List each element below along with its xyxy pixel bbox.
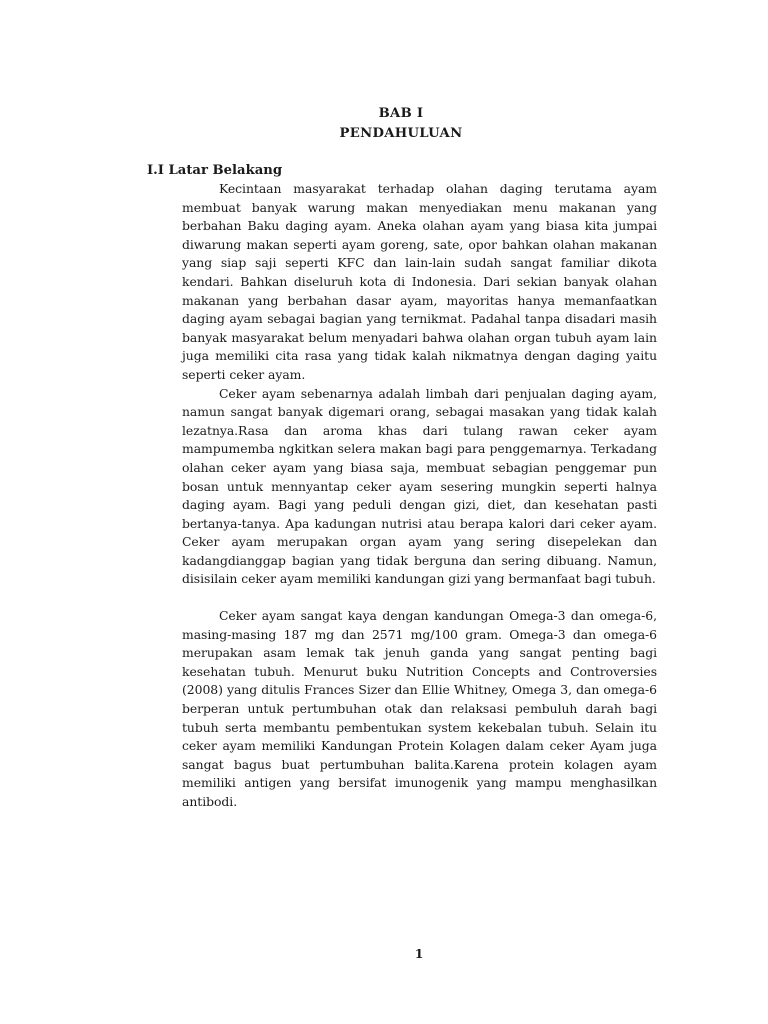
chapter-heading — [17, 104, 768, 143]
paragraph: Kecintaan masyarakat terhadap olahan daging terutama ayam membuat banyak warung makan menyediakan menu makanan yang berbahan Baku daging ayam. Aneka olahan ayam yang biasa kita jumpai diwarung makan seperti ayam goreng, sate, opor bahkan olahan makanan yang siap saji seperti KFC dan lain-lain sudah sangat familiar dikota kendari. Bahkan diseluruh kota di Indonesia. Dari sekian banyak olahan makanan yang berbahan dasar ayam, mayoritas hanya memanfaatkan daging ayam sebagai bagian yang ternikmat. Padahal tanpa disadari masih banyak masyarakat belum menyadari bahwa olahan organ tubuh ayam lain juga memiliki cita rasa yang tidak kalah nikmatnya dengan daging yaitu seperti ceker ayam. — [182, 181, 657, 382]
chapter-title: PENDAHULUAN — [339, 125, 463, 141]
chapter-number: BAB I — [378, 106, 424, 121]
paragraph: Ceker ayam sangat kaya dengan kandungan Omega-3 dan omega-6, masing-masing 187 mg dan 2571 mg/100 gram. Omega-3 dan omega-6 merupakan asam lemak tak jenuh ganda yang sangat penting bagi kesehatan tubuh. Menurut buku Nutrition Concepts and Controversies (2008) yang ditulis Frances Sizer dan Ellie Whitney, Omega 3, dan omega-6 berperan untuk pertumbuhan otak dan relaksasi pembuluh darah bagi tubuh serta membantu pembentukan system kekebalan tubuh. Selain itu ceker ayam memiliki Kandungan Protein Kolagen dalam ceker Ayam juga sangat bagus buat pertumbuhan balita.Karena protein kolagen ayam memiliki antigen yang bersifat imunogenik yang mampu menghasilkan antibodi. — [182, 608, 657, 809]
page-number: 1 — [414, 946, 424, 961]
paragraph: Ceker ayam sebenarnya adalah limbah dari penjualan daging ayam, namun sangat banyak digemari orang, sebagai masakan yang tidak kalah lezatnya.Rasa dan aroma khas dari tulang rawan ceker ayam mampumemba ngkitkan selera makan bagi para penggemarnya. Terkadang olahan ceker ayam yang biasa saja, membuat sebagian penggemar pun bosan untuk mennyantap ceker ayam sesering mungkin seperti halnya daging ayam. Bagi yang peduli dengan gizi, diet, dan kesehatan pasti bertanya-tanya. Apa kadungan nutrisi atau berapa kalori dari ceker ayam. Ceker ayam merupakan organ ayam yang sering disepelekan dan kadangdianggap bagian yang tidak berguna dan sering dibuang. Namun, disisilain ceker ayam memiliki kandungan gizi yang bermanfaat bagi tubuh. — [182, 385, 657, 587]
body-text — [182, 180, 657, 812]
section-heading: I.I Latar Belakang — [147, 163, 283, 178]
